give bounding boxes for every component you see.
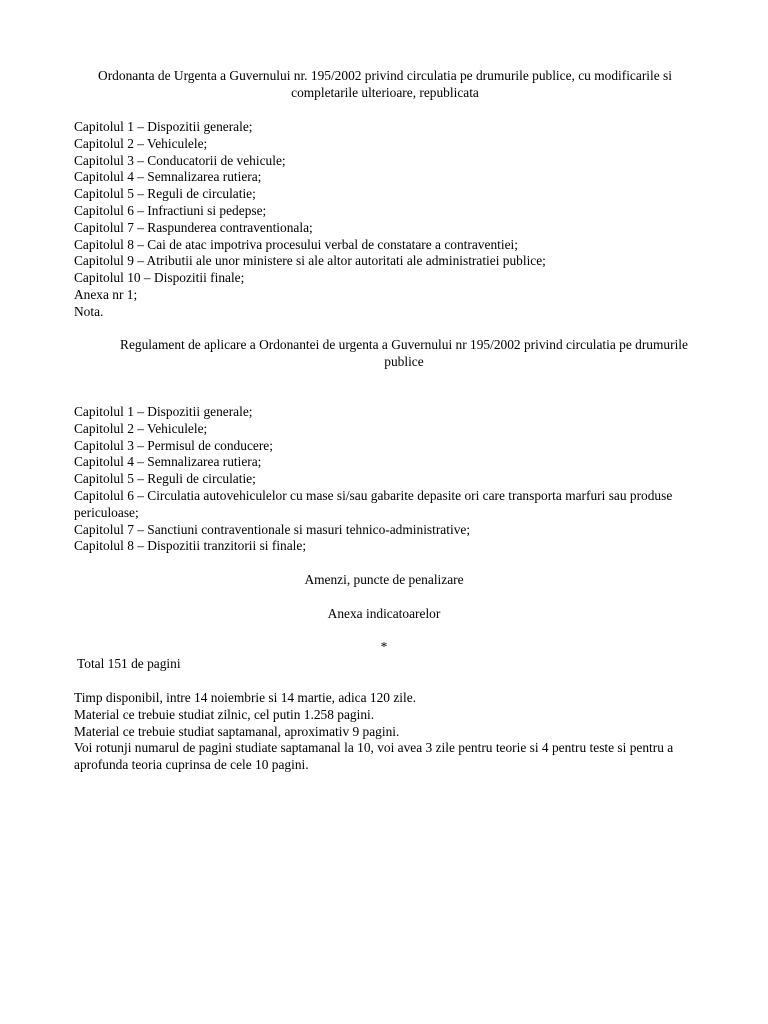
list-item: Nota.	[74, 303, 104, 319]
list-item: Capitolul 2 – Vehiculele;	[74, 420, 208, 436]
list-item: Capitolul 1 – Dispozitii generale;	[74, 119, 253, 134]
plan-line: Material ce trebuie studiat zilnic, cel putin 1.258 pagini.	[74, 706, 375, 722]
list-item: Capitolul 6 – Infractiuni si pedepse;	[74, 202, 267, 218]
list-item: Capitolul 7 – Raspunderea contraventionala;	[74, 219, 313, 235]
list-item: Capitolul 8 – Cai de atac impotriva procesului verbal de constatare a contraventiei;	[74, 236, 518, 252]
list-item: Capitolul 9 – Atributii ale unor ministere si ale altor autoritati ale administratiei publice;	[74, 253, 546, 269]
list-item: Capitolul 5 – Reguli de circulatie;	[74, 186, 256, 202]
list-item: Capitolul 2 – Vehiculele;	[74, 135, 208, 151]
list-item: Capitolul 8 – Dispozitii tranzitorii si finale;	[74, 538, 307, 554]
plan-line: Voi rotunji numarul de pagini studiate saptamanal la 10, voi avea 3 zile pentru teorie si 4 pentru teste si pentru a aprofunda teoria cuprinsa de cele 10 pagini.	[74, 740, 674, 773]
separator-asterisk: *	[380, 639, 388, 654]
plan-line: Material ce trebuie studiat saptamanal, aproximativ 9 pagini.	[74, 723, 400, 739]
document-title-ordonanta: Ordonanta de Urgenta a Guvernului nr. 195/2002 privind circulatia pe drumurile publice, cu modificarile si completarile ulterioare, republicata	[98, 68, 672, 100]
list-item: Capitolul 4 – Semnalizarea rutiera;	[74, 454, 262, 470]
list-item: Capitolul 5 – Reguli de circulatie;	[74, 471, 256, 487]
total-pages: Total 151 de pagini	[77, 656, 181, 671]
chapter-list-ordonanta	[74, 119, 704, 321]
heading-anexa-indicatoarelor: Anexa indicatoarelor	[327, 606, 441, 621]
heading-amenzi: Amenzi, puncte de penalizare	[304, 572, 464, 587]
list-item: Capitolul 3 – Permisul de conducere;	[74, 437, 273, 453]
list-item: Capitolul 3 – Conducatorii de vehicule;	[74, 152, 286, 168]
list-item: Capitolul 10 – Dispozitii finale;	[74, 270, 245, 286]
list-item: Capitolul 1 – Dispozitii generale;	[74, 404, 253, 419]
study-plan	[74, 690, 704, 774]
list-item: Capitolul 7 – Sanctiuni contraventionale si masuri tehnico-administrative;	[74, 521, 471, 537]
plan-line: Timp disponibil, intre 14 noiembrie si 14 martie, adica 120 zile.	[74, 690, 417, 705]
list-item: Capitolul 6 – Circulatia autovehiculelor cu mase si/sau gabarite depasite ori care transporta marfuri sau produse periculoase;	[74, 487, 673, 520]
list-item: Anexa nr 1;	[74, 286, 138, 302]
chapter-list-regulament	[74, 404, 704, 555]
document-title-regulament: Regulament de aplicare a Ordonantei de urgenta a Guvernului nr 195/2002 privind circulatia pe drumurile publice	[120, 337, 688, 369]
list-item: Capitolul 4 – Semnalizarea rutiera;	[74, 169, 262, 185]
